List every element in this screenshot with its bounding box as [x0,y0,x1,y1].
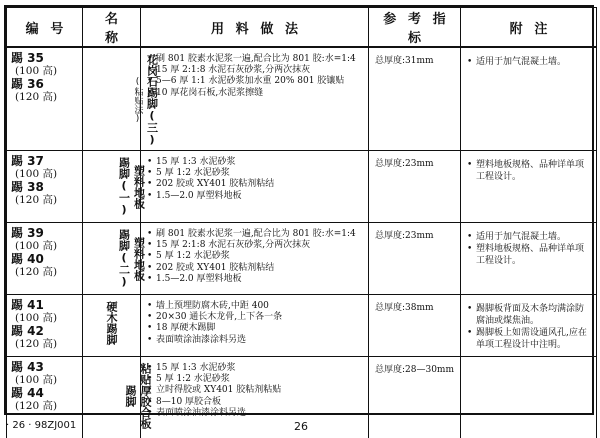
item-height: (100 高) [15,65,58,77]
item-code: 踢 35 [11,51,44,65]
row-method-cell [141,223,369,295]
row-code-cell [7,223,83,295]
row-reference-cell [369,295,461,357]
footer-doc-code: · 26 · 98ZJ001 [6,420,77,431]
table-row [7,47,597,151]
method-step: • 8—10 厚胶合板 [147,397,364,408]
method-step: • 1.5—2.0 厚塑料地板 [147,274,364,285]
row-code-cell [7,151,83,223]
method-step: • 18 厚硬木踢脚 [147,323,364,334]
note-item: • 塑料地板规格、品种详单项工程设计。 [467,243,590,267]
row-name-cell [83,295,141,357]
item-code: 踢 41 [11,298,44,312]
method-step: • 202 胶或 XY401 胶粘剂粘结 [147,179,364,190]
item-name-column: 踢脚(一) [117,157,131,216]
item-height: (100 高) [15,374,58,386]
item-height: (120 高) [15,266,58,278]
item-height: (100 高) [15,168,58,180]
note-item: • 踢脚板背面及木条均满涂防腐油或煤焦油。 [467,303,590,327]
table-row [7,223,597,295]
item-name-column: 硬木踢脚 [105,301,118,345]
total-thickness: 总厚度:31mm [375,56,434,66]
row-reference-cell [369,47,461,151]
item-code: 踢 44 [11,386,44,400]
item-code: 踢 43 [11,360,44,374]
method-step: • 20×30 通长木龙骨,上下各一条 [147,312,364,323]
header-code: 编号 [7,8,83,48]
row-notes-cell [461,295,597,357]
row-code-cell [7,295,83,357]
method-step: • 刷 801 胶素水泥浆一遍,配合比为 801 胶:水=1:4 [147,54,364,65]
note-item: • 适用于加气混凝土墙。 [467,231,590,243]
item-name-column: (粘贴法) [132,76,143,124]
total-thickness: 总厚度:28—30mm [375,365,455,375]
row-notes-cell [461,47,597,151]
header-row [7,8,597,48]
footer-page-number: 26 [294,420,308,433]
note-item: • 踢脚板上如需设通风孔,应在单项工程设计中注明。 [467,327,590,351]
item-code: 踢 38 [11,180,44,194]
row-name-cell [83,151,146,223]
item-name-column: 塑料地板 [132,236,146,281]
method-step: • 表面喷涂油漆涂料另选 [147,335,364,346]
header-name: 名称 [83,8,141,48]
item-height: (100 高) [15,312,58,324]
item-name-column: 塑料地板 [132,164,146,209]
spec-table [6,7,597,438]
item-height: (120 高) [15,400,58,412]
item-name-column: 花岗石踢脚(三) [145,54,159,146]
item-name-column: 粘贴厚胶合板 [139,363,152,429]
method-step: • 5—6 厚 1:1 水泥砂浆加水重 20% 801 胶镶贴 [147,76,364,87]
item-name-column: 踢脚(二) [117,229,131,288]
method-step: • 5 厚 1:2 水泥砂浆 [147,168,364,179]
method-step: • 10 厚花岗石板,水泥浆擦缝 [147,88,364,99]
method-step: • 墙上预埋防腐木砖,中距 400 [147,301,364,312]
note-item: • 塑料地板规格、品种详单项工程设计。 [467,159,590,183]
item-code: 踢 36 [11,77,44,91]
page-footer [4,420,594,434]
row-reference-cell [369,223,461,295]
item-name [86,301,138,345]
item-code: 踢 37 [11,154,44,168]
row-code-cell [7,47,83,151]
item-height: (100 高) [15,240,58,252]
method-step: • 15 厚 2:1:8 水泥石灰砂浆,分两次抹灰 [147,240,364,251]
method-step: • 刷 801 胶素水泥浆一遍,配合比为 801 胶:水=1:4 [147,229,364,240]
note-item: • 适用于加气混凝土墙。 [467,56,590,68]
method-step: • 202 胶或 XY401 胶粘剂粘结 [147,263,364,274]
header-method: 用料做法 [141,8,369,48]
method-step: • 15 厚 1:3 水泥砂浆 [147,157,364,168]
row-notes-cell [461,151,597,223]
method-step: • 15 厚 1:3 水泥砂浆 [147,363,364,374]
total-thickness: 总厚度:38mm [375,303,434,313]
row-notes-cell [461,223,597,295]
method-step: • 5 厚 1:2 水泥砂浆 [147,251,364,262]
table-row [7,295,597,357]
method-step: • 立时得胶或 XY401 胶粘剂粘贴 [147,385,364,396]
row-name-cell [83,47,159,151]
method-step: • 表面喷涂油漆涂料另选 [147,408,364,419]
method-step: • 1.5—2.0 厚塑料地板 [147,191,364,202]
item-code: 踢 39 [11,226,44,240]
row-method-cell [141,295,369,357]
total-thickness: 总厚度:23mm [375,159,434,169]
method-step: • 5 厚 1:2 水泥砂浆 [147,374,364,385]
method-step: • 15 厚 2:1:8 水泥石灰砂浆,分两次抹灰 [147,65,364,76]
header-notes: 附注 [461,8,597,48]
total-thickness: 总厚度:23mm [375,231,434,241]
item-height: (120 高) [15,194,58,206]
item-code: 踢 40 [11,252,44,266]
table-row [7,151,597,223]
header-reference: 参考指标 [369,8,461,48]
item-height: (120 高) [15,338,58,350]
item-code: 踢 42 [11,324,44,338]
item-height: (120 高) [15,91,58,103]
item-name-column: 踢脚 [124,385,137,407]
row-reference-cell [369,151,461,223]
row-name-cell [83,223,146,295]
